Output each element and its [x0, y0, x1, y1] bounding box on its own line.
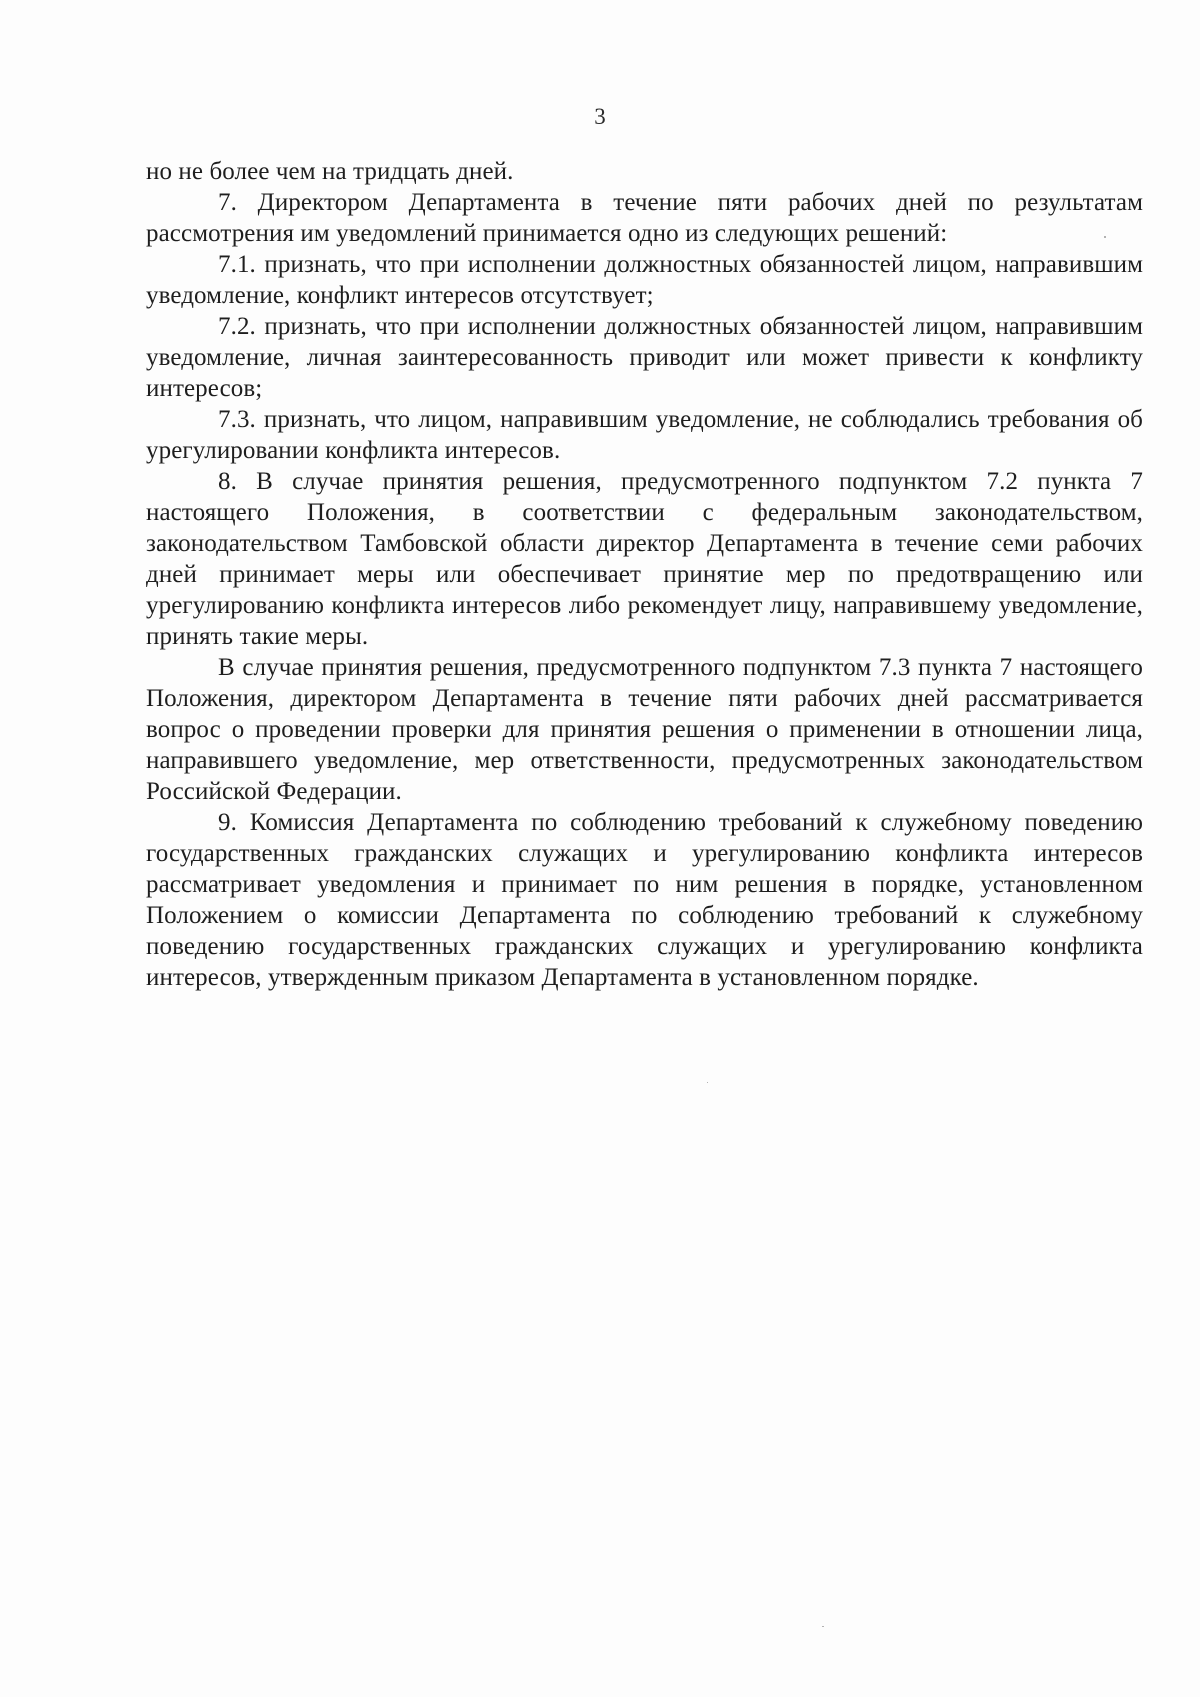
document-body	[146, 156, 1143, 993]
paragraph-item-8-continued: В случае принятия решения, предусмотренного подпунктом 7.3 пункта 7 настоящего Положения, директором Департамента в течение пяти рабочих дней рассматривается вопрос о проведении проверки для принятия решения о применении в отношении лица, направившего уведомление, мер ответственности, предусмотренных законодательством Российской Федерации.	[146, 654, 1143, 805]
paragraph-item-8: 8. В случае принятия решения, предусмотренного подпунктом 7.2 пункта 7 настоящего Положения, в соответствии с федеральным законодательством, законодательством Тамбовской области директор Департамента в течение семи рабочих дней принимает меры или обеспечивает принятие мер по предотвращению или урегулированию конфликта интересов либо рекомендует лицу, направившему уведомление, принять такие меры.	[146, 468, 1143, 650]
paragraph-item-7-3: 7.3. признать, что лицом, направившим уведомление, не соблюдались требования об урегулировании конфликта интересов.	[146, 406, 1143, 464]
paragraph-continuation: но не более чем на тридцать дней.	[146, 158, 514, 185]
page-number: 3	[594, 104, 606, 129]
paragraph-item-7-2: 7.2. признать, что при исполнении должностных обязанностей лицом, направившим уведомление, личная заинтересованность приводит или может привести к конфликту интересов;	[146, 313, 1143, 402]
paragraph-item-9: 9. Комиссия Департамента по соблюдению требований к служебному поведению государственных гражданских служащих и урегулированию конфликта интересов рассматривает уведомления и принимает по ним решения в порядке, установленном Положением о комиссии Департамента по соблюдению требований к служебному поведению государственных гражданских служащих и урегулированию конфликта интересов, утвержденным приказом Департамента в установленном порядке.	[146, 809, 1143, 991]
scan-speck	[707, 1082, 708, 1083]
scan-speck	[822, 1626, 824, 1627]
paragraph-item-7: 7. Директором Департамента в течение пяти рабочих дней по результатам рассмотрения им уведомлений принимается одно из следующих решений:	[146, 189, 1143, 247]
scan-speck	[1104, 236, 1106, 238]
paragraph-item-7-1: 7.1. признать, что при исполнении должностных обязанностей лицом, направившим уведомление, конфликт интересов отсутствует;	[146, 251, 1143, 309]
